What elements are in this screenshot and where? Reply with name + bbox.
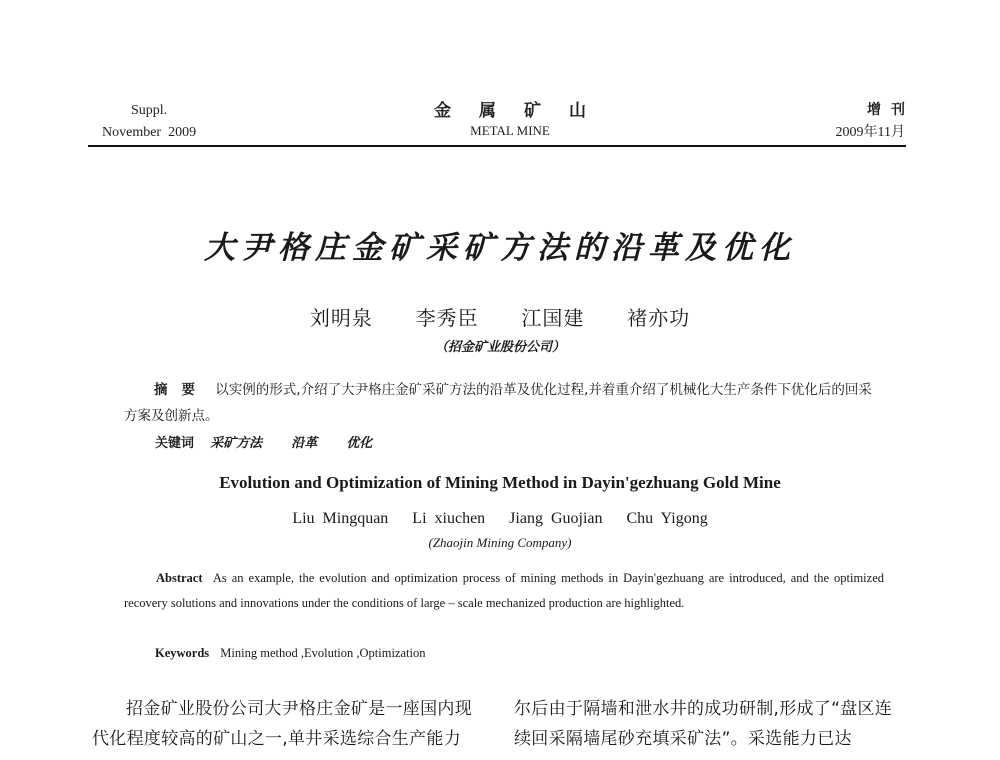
header-date-cn: 2009年11月 [835, 125, 905, 140]
header-right [835, 100, 915, 144]
header-center [380, 96, 640, 139]
authors-cn: 刘明泉 李秀臣 江国建 褚亦功 [309, 306, 691, 330]
keywords-cn-label: 关键词 [155, 436, 195, 451]
header-left [102, 100, 196, 144]
keywords-cn [155, 432, 372, 451]
abstract-en-text: As an example, the evolution and optimization process of mining methods in Dayin'gezhuang are introduced, and the optimized recovery solutions and innovations under the conditions of large – scale mechanized production are highlighted. [124, 571, 885, 610]
affiliation-cn: （招金矿业股份公司） [434, 340, 565, 355]
keywords-en-label: Keywords [155, 646, 210, 660]
abstract-en-label: Abstract [156, 571, 203, 585]
abstract-cn-text: 以实例的形式,介绍了大尹格庄金矿采矿方法的沿革及优化过程,并着重介绍了机械化大生产条件下优化后的回采方案及创新点。 [124, 382, 872, 424]
keywords-en-text: Mining method ,Evolution ,Optimization [220, 646, 426, 660]
header-supplement: Suppl. [130, 103, 168, 118]
abstract-cn [124, 377, 884, 429]
affiliation-en: (Zhaojin Mining Company) [428, 535, 572, 550]
keywords-en [155, 646, 426, 661]
body-column-left: 招金矿业股份公司大尹格庄金矿是一座国内现代化程度较高的矿山之一,单井采选综合生产能力 [92, 699, 472, 749]
keywords-cn-text: 采矿方法 沿革 优化 [210, 436, 373, 451]
header-date-en: November 2009 [102, 125, 197, 140]
journal-name-en: METAL MINE [470, 123, 550, 138]
abstract-en [124, 566, 884, 616]
article-title-en: Evolution and Optimization of Mining Method in Dayin'gezhuang Gold Mine [219, 473, 781, 492]
journal-name-cn: 金属矿山 [434, 101, 614, 121]
header-supplement-cn: 增刊 [867, 103, 915, 118]
article-title-cn: 大尹格庄金矿采矿方法的沿革及优化 [204, 230, 796, 266]
abstract-cn-label: 摘要 [154, 382, 209, 398]
header-rule [88, 145, 906, 147]
body-column-right: 尔后由于隔墙和泄水井的成功研制,形成了“盘区连续回采隔墙尾砂充填采矿法”。采选能力已达 [514, 699, 893, 749]
authors-en: Liu Mingquan Li xiuchen Jiang Guojian Chu Yigong [292, 510, 708, 527]
